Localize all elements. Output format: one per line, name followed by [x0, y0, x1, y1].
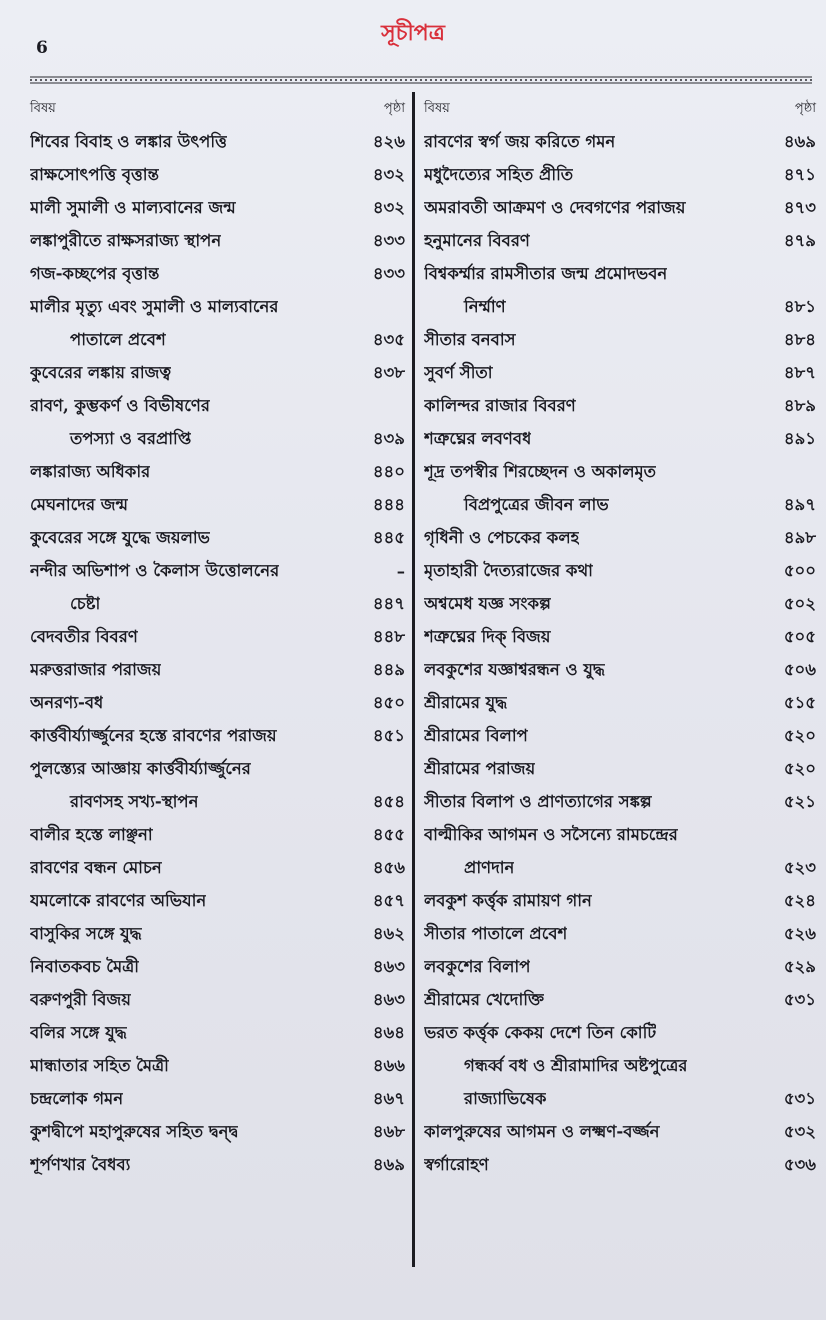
toc-entry-page: ৪৪০	[372, 462, 405, 481]
toc-entry-page: ৪৬৩	[372, 957, 405, 976]
toc-entry-title: অনরণ্য-বধ	[30, 693, 104, 712]
toc-entry-page: ৪৭৯	[783, 231, 816, 250]
toc-entry-title: শূর্পণখার বৈধব্য	[30, 1155, 131, 1174]
toc-entry-page: ৫১৫	[783, 693, 816, 712]
toc-entry-title: রাবণসহ সখ্য-স্থাপন	[70, 792, 199, 811]
toc-entry	[424, 456, 816, 489]
toc-entry-title: শত্রুঘ্নের দিক্ বিজয়	[424, 627, 551, 646]
page-title: সূচীপত্র	[381, 20, 445, 46]
toc-entry-title: লবকুশের বিলাপ	[424, 957, 531, 976]
toc-entry-page: ৪৫০	[372, 693, 405, 712]
toc-entry-title: মান্ধাতার সহিত মৈত্রী	[30, 1056, 169, 1075]
toc-entry	[30, 1149, 405, 1182]
toc-entry-title: কুবেরের লঙ্কায় রাজত্ব	[30, 363, 172, 382]
toc-entry	[424, 423, 816, 456]
toc-entry-title: পুলস্ত্যের আজ্ঞায় কার্ত্তবীর্য্যার্জ্জুনের	[30, 759, 251, 778]
toc-entry	[30, 390, 405, 423]
toc-entry-title: বাল্মীকির আগমন ও সসৈন্যে রামচন্দ্রের	[424, 825, 678, 844]
toc-entry	[30, 621, 405, 654]
toc-entry-page: ৪৬২	[372, 924, 405, 943]
toc-entry	[30, 555, 405, 588]
toc-entry-page: ৪৫৪	[372, 792, 405, 811]
toc-entry-title: লঙ্কাপুরীতে রাক্ষসরাজ্য স্থাপন	[30, 231, 222, 250]
toc-entry	[30, 522, 405, 555]
toc-entry	[30, 159, 405, 192]
toc-entry-title: নন্দীর অভিশাপ ও কৈলাস উত্তোলনের	[30, 561, 280, 580]
toc-entry	[424, 159, 816, 192]
toc-entry-title: শ্রীরামের খেদোক্তি	[424, 990, 545, 1009]
toc-entry-page: ৪৬৭	[372, 1089, 405, 1108]
toc-entry-title: বলির সঙ্গে যুদ্ধ	[30, 1023, 127, 1042]
toc-entry-title: প্রাণদান	[464, 858, 515, 877]
toc-entry-page: ৪৪৯	[372, 660, 405, 679]
toc-entry	[424, 1149, 816, 1182]
toc-entry	[424, 324, 816, 357]
toc-entry-title: মালী সুমালী ও মাল্যবানের জন্ম	[30, 198, 236, 217]
contents-columns	[30, 92, 816, 1300]
subject-label: বিষয়	[424, 100, 450, 116]
toc-entry-page: ৫২০	[783, 726, 816, 745]
toc-entry-title: মধুদৈত্যের সহিত প্রীতি	[424, 165, 574, 184]
toc-entry	[30, 423, 405, 456]
toc-entry-title: রাবণ, কুম্ভকর্ণ ও বিভীষণের	[30, 396, 210, 415]
toc-entry-page: ৪৩২	[372, 165, 405, 184]
toc-entry	[424, 1017, 816, 1050]
toc-entry	[30, 753, 405, 786]
right-column	[424, 92, 816, 1300]
toc-entry	[30, 984, 405, 1017]
toc-entry-title: মেঘনাদের জন্ম	[30, 495, 129, 514]
toc-entry	[424, 291, 816, 324]
page-label: পৃষ্ঠা	[794, 100, 816, 116]
toc-entry	[424, 225, 816, 258]
toc-entry-title: হনুমানের বিবরণ	[424, 231, 530, 250]
toc-entry-page: ৪৬৯	[783, 132, 816, 151]
toc-entry	[424, 951, 816, 984]
left-entry-list	[30, 126, 405, 1182]
column-separator	[412, 92, 415, 1267]
subject-label: বিষয়	[30, 100, 56, 116]
toc-entry	[30, 324, 405, 357]
right-entry-list	[424, 126, 816, 1182]
toc-entry-page: ৫০২	[783, 594, 816, 613]
toc-entry-title: শিবের বিবাহ ও লঙ্কার উৎপত্তি	[30, 132, 227, 151]
toc-entry-title: নিবাতকবচ মৈত্রী	[30, 957, 139, 976]
toc-entry	[30, 720, 405, 753]
toc-entry	[424, 753, 816, 786]
toc-entry-page: ৪৩৫	[372, 330, 405, 349]
toc-entry-page: ৪৩৮	[372, 363, 405, 382]
toc-entry-page: ৪৩৯	[372, 429, 405, 448]
toc-entry-title: বেদবতীর বিবরণ	[30, 627, 138, 646]
toc-entry	[30, 588, 405, 621]
toc-entry-title: নির্ম্মাণ	[464, 297, 506, 316]
toc-entry	[424, 192, 816, 225]
toc-entry-page: ৪৩৩	[372, 231, 405, 250]
toc-entry-title: রাবণের স্বর্গ জয় করিতে গমন	[424, 132, 616, 151]
toc-entry-title: শত্রুঘ্নের লবণবধ	[424, 429, 532, 448]
toc-entry-page: ৪৮৭	[783, 363, 816, 382]
left-column-header	[30, 92, 405, 126]
toc-entry	[30, 225, 405, 258]
toc-entry-title: কুশদ্বীপে মহাপুরুষের সহিত দ্বন্দ্ব	[30, 1122, 239, 1141]
toc-entry	[30, 951, 405, 984]
toc-entry	[30, 687, 405, 720]
toc-entry	[424, 885, 816, 918]
toc-entry-title: বাসুকির সঙ্গে যুদ্ধ	[30, 924, 142, 943]
toc-entry-page: ৫০৫	[783, 627, 816, 646]
toc-entry-page: ৪৮১	[783, 297, 816, 316]
toc-entry	[30, 1116, 405, 1149]
page-label: পৃষ্ঠা	[383, 100, 405, 116]
toc-entry	[424, 522, 816, 555]
toc-entry-title: বিশ্বকর্ম্মার রামসীতার জন্ম প্রমোদভবন	[424, 264, 668, 283]
toc-entry-title: সীতার বনবাস	[424, 330, 516, 349]
toc-entry-title: কালিন্দর রাজার বিবরণ	[424, 396, 576, 415]
toc-entry-title: শূদ্র তপস্বীর শিরচ্ছেদন ও অকালমৃত	[424, 462, 657, 481]
toc-entry-title: লঙ্কারাজ্য অধিকার	[30, 462, 151, 481]
toc-entry-title: মরুত্তরাজার পরাজয়	[30, 660, 162, 679]
toc-entry-title: চেষ্টা	[70, 594, 101, 613]
toc-entry-title: গন্ধর্ব্ব বধ ও শ্রীরামাদির অষ্টপুত্রের	[464, 1056, 688, 1075]
toc-entry-title: বালীর হস্তে লাঞ্ছনা	[30, 825, 153, 844]
toc-entry	[30, 192, 405, 225]
toc-entry	[30, 918, 405, 951]
toc-entry-title: রাবণের বন্ধন মোচন	[30, 858, 162, 877]
toc-entry	[424, 720, 816, 753]
toc-entry-title: কালপুরুষের আগমন ও লক্ষ্মণ-বর্জ্জন	[424, 1122, 660, 1141]
toc-entry-page: –	[396, 562, 405, 581]
toc-entry-page: ৫২৬	[783, 924, 816, 943]
toc-entry	[424, 786, 816, 819]
toc-entry	[30, 852, 405, 885]
toc-entry-title: শ্রীরামের যুদ্ধ	[424, 693, 508, 712]
toc-entry	[424, 687, 816, 720]
toc-entry-title: লবকুশের যজ্ঞাশ্বরন্ধন ও যুদ্ধ	[424, 660, 605, 679]
toc-entry-title: মৃতাহারী দৈত্যরাজের কথা	[424, 561, 593, 580]
toc-entry	[30, 1050, 405, 1083]
toc-entry-page: ৫২৪	[783, 891, 816, 910]
toc-entry-page: ৪৪৪	[372, 495, 405, 514]
toc-entry	[424, 555, 816, 588]
toc-entry-page: ৫৩২	[783, 1122, 816, 1141]
toc-entry-page: ৪৬৪	[372, 1023, 405, 1042]
toc-entry-title: রাজ্যাভিষেক	[464, 1089, 547, 1108]
toc-entry-page: ৫০০	[783, 561, 816, 580]
page-number: 6	[36, 38, 48, 58]
toc-entry-page: ৪৩৩	[372, 264, 405, 283]
toc-entry-page: ৪৯১	[783, 429, 816, 448]
toc-entry	[424, 390, 816, 423]
toc-entry-page: ৪৬৮	[372, 1122, 405, 1141]
toc-entry-page: ৪৬৩	[372, 990, 405, 1009]
toc-entry	[30, 357, 405, 390]
toc-entry	[424, 588, 816, 621]
toc-entry	[30, 258, 405, 291]
toc-entry-page: ৫২৩	[783, 858, 816, 877]
toc-entry	[30, 489, 405, 522]
toc-entry-page: ৫২১	[783, 792, 816, 811]
toc-entry	[30, 456, 405, 489]
toc-entry	[424, 984, 816, 1017]
toc-entry-page: ৪৪৫	[372, 528, 405, 547]
toc-entry-page: ৫৩১	[783, 1089, 816, 1108]
toc-entry-title: অশ্বমেধ যজ্ঞ সংকল্প	[424, 594, 551, 613]
toc-entry-page: ৫৩১	[783, 990, 816, 1009]
toc-entry	[424, 621, 816, 654]
toc-entry-page: ৪৩২	[372, 198, 405, 217]
toc-entry-page: ৪৫৫	[372, 825, 405, 844]
toc-entry-title: গৃধিনী ও পেচকের কলহ	[424, 528, 580, 547]
toc-entry-page: ৪২৬	[372, 132, 405, 151]
toc-entry-page: ৪৯৮	[783, 528, 816, 547]
toc-entry-title: স্বর্গারোহণ	[424, 1155, 489, 1174]
toc-entry	[424, 918, 816, 951]
toc-entry-page: ৪৭১	[783, 165, 816, 184]
toc-entry-title: গজ-কচ্ছপের বৃত্তান্ত	[30, 264, 160, 283]
toc-entry-title: ভরত কর্ত্তৃক কেকয় দেশে তিন কোটি	[424, 1023, 657, 1042]
toc-entry-page: ৪৫১	[372, 726, 405, 745]
toc-entry	[424, 126, 816, 159]
toc-entry-page: ৪৮৯	[783, 396, 816, 415]
toc-entry	[30, 885, 405, 918]
toc-entry	[30, 786, 405, 819]
ornamental-divider	[30, 75, 812, 85]
toc-entry-title: লবকুশ কর্ত্তৃক রামায়ণ গান	[424, 891, 592, 910]
left-column	[30, 92, 405, 1300]
toc-entry	[424, 489, 816, 522]
right-column-header	[424, 92, 816, 126]
toc-entry-title: অমরাবতী আক্রমণ ও দেবগণের পরাজয়	[424, 198, 686, 217]
toc-entry-title: শ্রীরামের বিলাপ	[424, 726, 528, 745]
toc-entry-page: ৪৫৭	[372, 891, 405, 910]
toc-entry-title: বিপ্রপুত্রের জীবন লাভ	[464, 495, 609, 514]
toc-entry-title: শ্রীরামের পরাজয়	[424, 759, 536, 778]
toc-entry-title: বরুণপুরী বিজয়	[30, 990, 131, 1009]
toc-entry-title: তপস্যা ও বরপ্রাপ্তি	[70, 429, 192, 448]
toc-entry-page: ৫৩৬	[783, 1155, 816, 1174]
toc-entry	[424, 852, 816, 885]
toc-entry-page: ৪৪৮	[372, 627, 405, 646]
toc-entry-title: চন্দ্রলোক গমন	[30, 1089, 124, 1108]
toc-entry-page: ৪৯৭	[783, 495, 816, 514]
toc-entry	[424, 258, 816, 291]
toc-entry-page: ৪৬৯	[372, 1155, 405, 1174]
toc-entry	[30, 1083, 405, 1116]
toc-entry-page: ৫০৬	[783, 660, 816, 679]
toc-entry-page: ৪৭৩	[783, 198, 816, 217]
toc-entry-page: ৫২৯	[783, 957, 816, 976]
toc-entry-title: রাক্ষসোৎপত্তি বৃত্তান্ত	[30, 165, 159, 184]
toc-entry-title: সুবর্ণ সীতা	[424, 363, 493, 382]
toc-entry-title: যমলোকে রাবণের অভিযান	[30, 891, 207, 910]
toc-entry	[424, 819, 816, 852]
toc-entry	[424, 1116, 816, 1149]
toc-entry-title: মালীর মৃত্যু এবং সুমালী ও মাল্যবানের	[30, 297, 279, 316]
toc-entry	[424, 1083, 816, 1116]
toc-entry-page: ৪৪৭	[372, 594, 405, 613]
toc-entry	[30, 291, 405, 324]
toc-entry-title: সীতার পাতালে প্রবেশ	[424, 924, 568, 943]
toc-entry-title: পাতালে প্রবেশ	[70, 330, 166, 349]
toc-entry	[424, 654, 816, 687]
toc-entry-page: ৪৮৪	[783, 330, 816, 349]
toc-entry	[30, 654, 405, 687]
toc-entry-page: ৫২০	[783, 759, 816, 778]
toc-entry	[30, 1017, 405, 1050]
toc-entry-title: কুবেরের সঙ্গে যুদ্ধে জয়লাভ	[30, 528, 210, 547]
toc-entry	[424, 357, 816, 390]
toc-entry-title: সীতার বিলাপ ও প্রাণত্যাগের সঙ্কল্প	[424, 792, 652, 811]
toc-entry	[424, 1050, 816, 1083]
toc-entry	[30, 126, 405, 159]
toc-entry-title: কার্ত্তবীর্য্যার্জ্জুনের হস্তে রাবণের পরাজয়	[30, 726, 277, 745]
toc-entry-page: ৪৫৬	[372, 858, 405, 877]
toc-entry-page: ৪৬৬	[372, 1056, 405, 1075]
toc-entry	[30, 819, 405, 852]
